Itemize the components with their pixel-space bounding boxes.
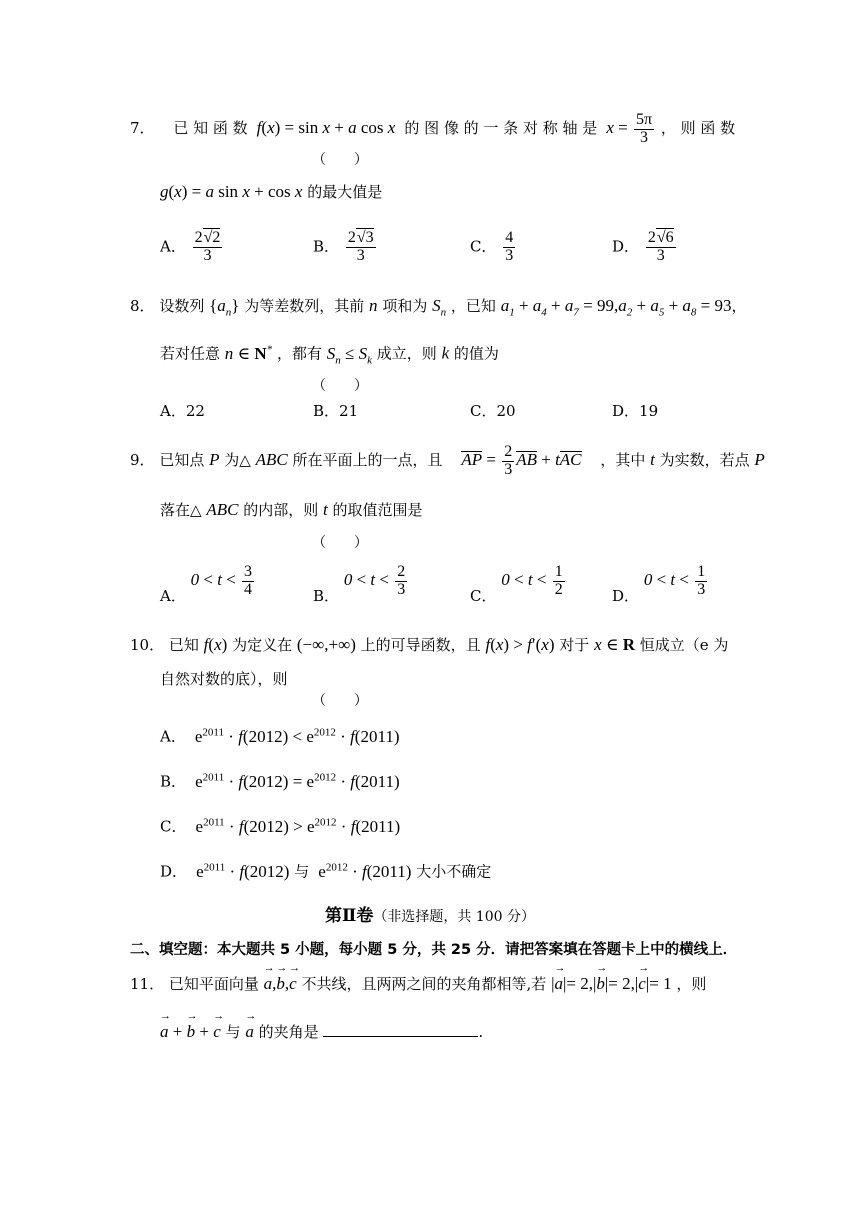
answer-paren: （ ） xyxy=(312,152,368,168)
question-7-line-2: g(x) = a sin x + cos x 的最大值是 xyxy=(160,182,383,201)
option-c[interactable]: C．20 xyxy=(470,402,516,420)
question-9-line-2: 落在△ ABC 的内部，则 t 的取值范围是 xyxy=(160,500,423,519)
math-formula: f(x) = sin x + a cos x xyxy=(252,118,400,138)
question-11-line-1: 11． 已知平面向量 → a,→ b,→ c 不共线，且两两之间的夹角都相等,若 |→ a|= 2,|→ b|= 2,|→ c|= 1 ，则 xyxy=(130,974,706,994)
question-8-line-1: 8． 设数列 $\{a_n\}$ 为等差数列，其前 n 项和为 $S_n$ ，已知 $a_1 + a_4 + a_7 = 99,a_2 + a_5 + a_8 = 93$， xyxy=(130,296,747,319)
answer-paren: （ ） xyxy=(312,535,368,551)
answer-paren: （ ） xyxy=(312,378,368,394)
answer-blank[interactable] xyxy=(323,1022,478,1037)
question-7-line-1: 7． 已 知 函 数 f(x) = sin x + a cos x 的 图 像 的 一 条 对 称 轴 是 x = $\frac{5\pi}{3}$ ， 则 函 数 xyxy=(130,111,736,146)
question-10-line-1: 10． 已知 f(x) 为定义在 (−∞,+∞) 上的可导函数，且 f(x) > f′(x) 对于 x ∈ R 恒成立（e 为 xyxy=(130,635,729,654)
vector-equation: AP = $\frac{2}{3}$ AB + tAC xyxy=(461,443,582,478)
question-number: 7． xyxy=(130,119,155,138)
question-number: 11． xyxy=(130,975,165,993)
question-number: 9． xyxy=(130,451,155,470)
question-10-line-2: 自然对数的底），则 xyxy=(160,670,288,688)
math-formula: g(x) = a sin x + cos x xyxy=(160,182,303,201)
question-9-line-1: 9． 已知点 P 为△ ABC 所在平面上的一点，且 AP = $\frac{2}{3}$ AB + tAC ，其中 t 为实数，若点 P xyxy=(130,443,765,478)
question-8-line-2: 若对任意 n ∈ N* ，都有 $S_n \le S_k$ 成立，则 k 的值为 xyxy=(160,343,499,367)
question-11-line-2: → a + → b + → c 与 → a 的夹角是 . xyxy=(160,1022,483,1042)
option-a[interactable]: A． 0 < t < $\frac{3}{4}$ xyxy=(160,563,253,606)
section-header: 二、填空题：本大题共 5 小题，每小题 5 分，共 25 分．请把答案填在答题卡上中的横线上． xyxy=(130,942,738,958)
option-b[interactable]: B． 0 < t < $\frac{2}{3}$ xyxy=(313,563,406,606)
question-number: 10． xyxy=(130,636,165,654)
option-b[interactable]: B．21 xyxy=(313,402,359,420)
option-d[interactable]: D． $\frac{2√6}{3}$ xyxy=(612,229,674,264)
option-b[interactable]: B． $\frac{2√3}{3}$ xyxy=(313,229,374,264)
answer-paren: （ ） xyxy=(312,693,368,709)
option-b[interactable]: B． $e^{2011} \cdot f(2012) = e^{2012} \cdot f(2011)$ xyxy=(160,771,400,791)
part-title: 第Ⅱ卷（非选择题，共 100 分） xyxy=(325,906,535,926)
question-number: 8． xyxy=(130,297,155,315)
option-d[interactable]: D． 0 < t < $\frac{1}{3}$ xyxy=(612,563,706,606)
math-formula: $a_1 + a_4 + a_7 = 99,a_2 + a_5 + a_8 = 93$ xyxy=(500,296,732,319)
option-d[interactable]: D． $e^{2011} \cdot f(2012)$ 与 $e^{2012} \cdot f(2011)$ 大小不确定 xyxy=(160,861,492,881)
option-c[interactable]: C． 0 < t < $\frac{1}{2}$ xyxy=(470,563,563,606)
option-a[interactable]: A． $\frac{2√2}{3}$ xyxy=(160,229,221,264)
option-c[interactable]: C． $e^{2011} \cdot f(2012) > e^{2012} \cdot f(2011)$ xyxy=(160,816,401,836)
option-a[interactable]: A． $e^{2011} \cdot f(2012) < e^{2012} \cdot f(2011)$ xyxy=(160,726,400,746)
option-d[interactable]: D．19 xyxy=(612,402,659,420)
option-c[interactable]: C． $\frac{4}{3}$ xyxy=(470,229,514,264)
math-formula: x = $\frac{5\pi}{3}$ xyxy=(602,111,653,146)
option-a[interactable]: A．22 xyxy=(160,402,205,420)
